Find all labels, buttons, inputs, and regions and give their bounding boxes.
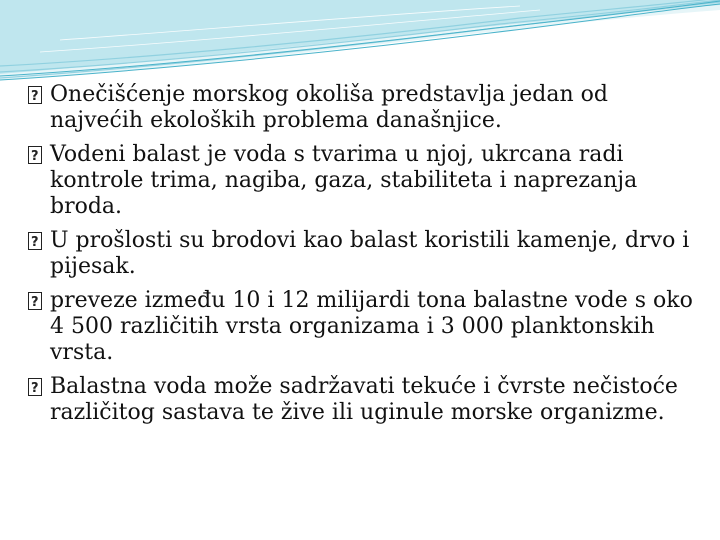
bullet-marker-icon <box>28 86 42 104</box>
header-wave-decoration <box>0 0 720 90</box>
bullet-text: Onečišćenje morskog okoliša predstavlja jedan od najvećih ekoloških problema današnjice. <box>50 82 608 133</box>
bullet-marker-icon <box>28 146 42 164</box>
bullet-item <box>24 228 704 280</box>
bullet-text: Balastna voda može sadržavati tekuće i čvrste nečistoće različitog sastava te žive ili uginule morske organizme. <box>50 374 678 425</box>
bullet-list <box>24 82 704 434</box>
bullet-marker-icon <box>28 232 42 250</box>
bullet-item <box>24 142 704 220</box>
bullet-text: U prošlosti su brodovi kao balast koristili kamenje, drvo i pijesak. <box>50 228 690 279</box>
bullet-text: preveze između 10 i 12 milijardi tona balastne vode s oko 4 500 različitih vrsta organizama i 3 000 planktonskih vrsta. <box>50 288 693 365</box>
bullet-item <box>24 374 704 426</box>
bullet-text: Vodeni balast je voda s tvarima u njoj, ukrcana radi kontrole trima, nagiba, gaza, stabiliteta i naprezanja broda. <box>50 142 638 219</box>
bullet-marker-icon <box>28 292 42 310</box>
bullet-marker-icon <box>28 378 42 396</box>
bullet-item <box>24 82 704 134</box>
bullet-item <box>24 288 704 366</box>
